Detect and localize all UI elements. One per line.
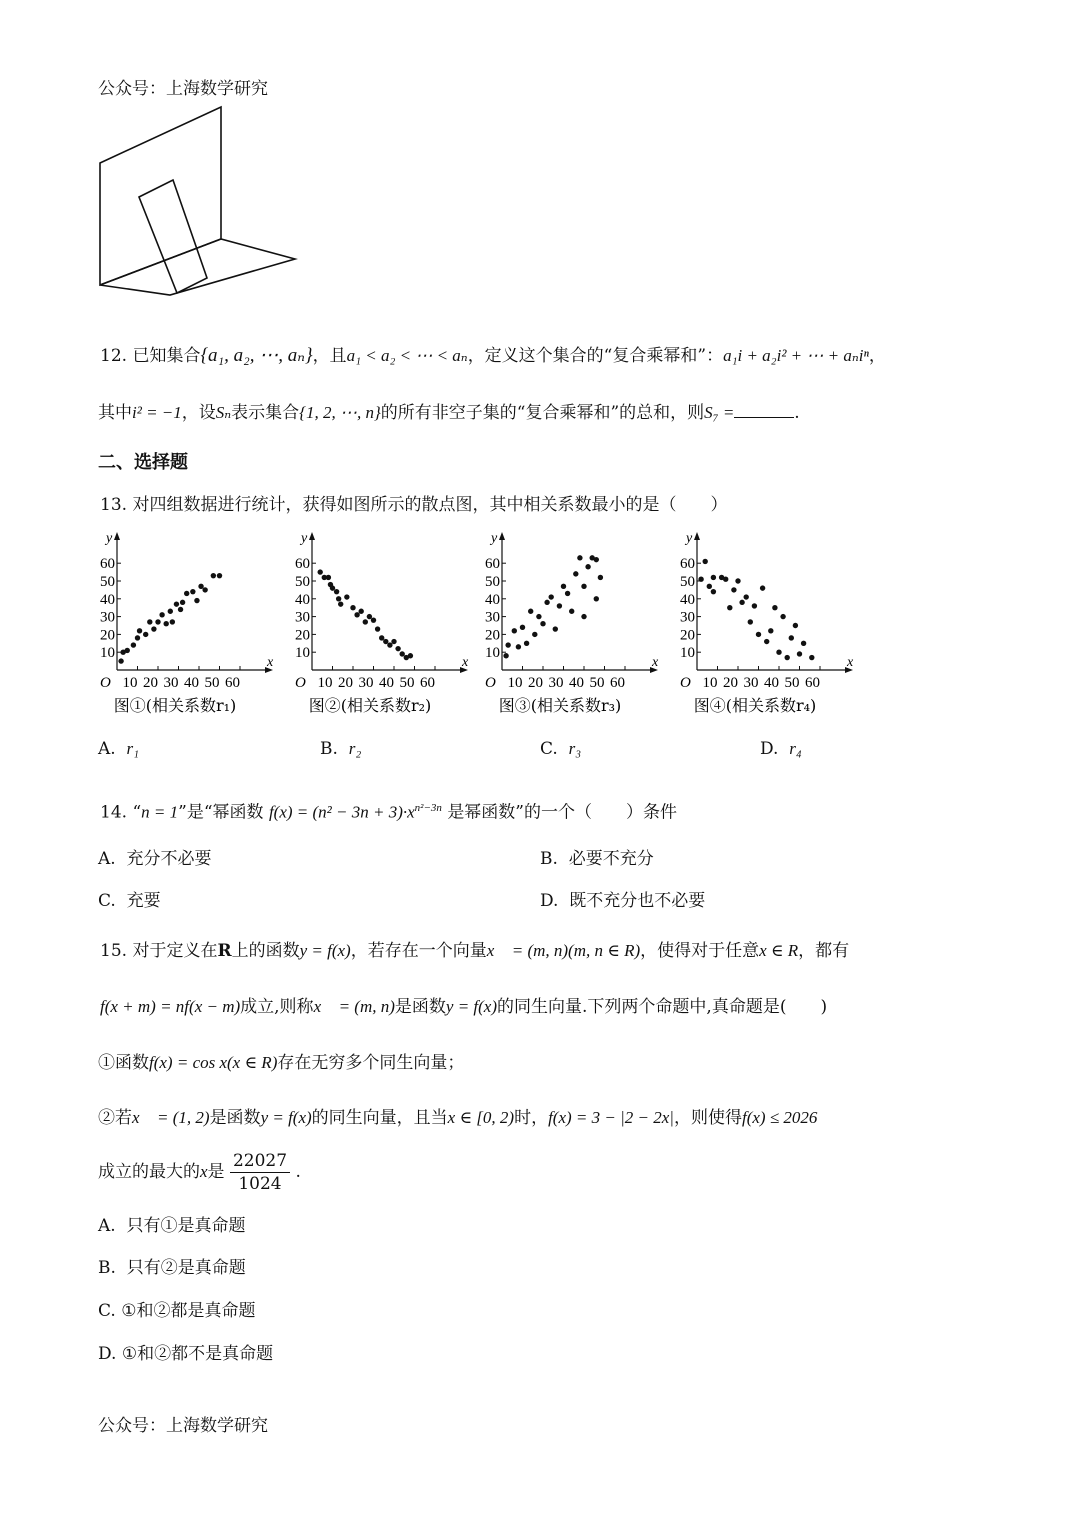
q15-p1-a: ①函数: [98, 1053, 149, 1073]
y-tick-label: 30: [680, 609, 695, 626]
y-tick-label: 40: [485, 591, 500, 608]
scatter-point: [151, 626, 156, 631]
scatter-point: [350, 605, 355, 610]
q15-p1-func: f(x) = cos x(x ∈ R): [149, 1053, 278, 1072]
q15-text-e: ，都有: [798, 941, 850, 961]
scatter-point: [202, 587, 207, 592]
scatter-point: [383, 639, 388, 644]
y-tick-label: 20: [295, 627, 310, 644]
q12-text-g: 表示集合: [231, 403, 300, 423]
scatter-point: [768, 628, 773, 633]
y-arrow: [114, 532, 120, 540]
scatter-point: [318, 569, 323, 574]
scatter-point: [344, 594, 349, 599]
y-arrow: [499, 532, 505, 540]
y-tick-label: 50: [680, 574, 695, 590]
q15-R: R: [217, 941, 232, 961]
q12-text-d: ，: [868, 346, 886, 366]
q15-option-b[interactable]: B. 只有②是真命题: [98, 1258, 246, 1278]
plot-caption: 图①(相关系数r₁): [113, 696, 237, 715]
q15-number: 15.: [100, 941, 128, 961]
q13-option-c[interactable]: C. r₃: [540, 739, 582, 759]
scatter-point: [785, 655, 790, 660]
section-title: 二、选择题: [98, 452, 188, 473]
plot-axes: [309, 532, 468, 673]
scatter-point: [764, 639, 769, 644]
page-header: 公众号：上海数学研究: [98, 79, 268, 99]
scatter-point: [125, 648, 130, 653]
x-tick-label: 60: [610, 675, 625, 691]
scatter-point: [520, 625, 525, 630]
scatter-point: [581, 614, 586, 619]
scatter-point: [772, 605, 777, 610]
scatter-point: [561, 584, 566, 589]
scatter-point: [793, 623, 798, 628]
y-tick-label: 60: [295, 556, 310, 573]
q15-p2-c: 的同生向量，且当: [311, 1108, 448, 1128]
plot-caption: 图④(相关系数r₄): [693, 696, 817, 715]
x-tick-label: 10: [507, 675, 523, 691]
scatter-point: [330, 585, 335, 590]
y-tick-label: 10: [295, 645, 310, 662]
q15-p2-d: x ∈ [0, 2): [447, 1108, 515, 1127]
x-tick-label: 20: [528, 675, 543, 691]
scatter-point: [707, 584, 712, 589]
scatter-point: [776, 650, 781, 655]
y-tick-label: 40: [295, 591, 310, 608]
q15-line1: [100, 940, 849, 962]
q12-line2: [98, 402, 800, 424]
q15-option-d[interactable]: D. ①和②都不是真命题: [98, 1344, 274, 1364]
q12-end: .: [794, 403, 800, 423]
scatter-point: [711, 575, 716, 580]
x-axis-label: x: [652, 655, 659, 670]
y-tick-label: 60: [680, 556, 695, 573]
scatter-point: [723, 577, 728, 582]
origin-label: O: [295, 675, 306, 691]
q15-proposition-1: [98, 1052, 464, 1074]
q15-xinR: x ∈ R: [759, 941, 799, 960]
scatter-point: [598, 575, 603, 580]
page-footer: 公众号：上海数学研究: [98, 1416, 268, 1436]
scatter-point: [354, 612, 359, 617]
q14-func: f(x) = (n² − 3n + 3)·x: [268, 802, 415, 822]
scatter-point: [711, 589, 716, 594]
q15-fraction: [230, 1150, 290, 1195]
q13-number: 13.: [100, 495, 128, 515]
x-tick-label: 60: [420, 675, 435, 691]
x-tick-label: 20: [338, 675, 353, 691]
scatter-point: [147, 619, 152, 624]
q13-option-a[interactable]: A. r₁: [98, 739, 140, 759]
q15-text-d: ，使得对于任意: [640, 941, 760, 961]
x-tick-label: 10: [317, 675, 333, 691]
scatter-point: [594, 596, 599, 601]
y-tick-label: 10: [100, 645, 115, 662]
y-tick-label: 20: [680, 627, 695, 644]
q15-vec: x⃗ = (m, n)(m, n ∈ R): [486, 941, 641, 960]
scatter-point: [698, 577, 703, 582]
q12-s7: S₇ =: [704, 403, 735, 422]
scatter-point: [544, 600, 549, 605]
origin-label: O: [680, 675, 691, 691]
scatter-point: [170, 619, 175, 624]
plot-caption: 图③(相关系数r₃): [498, 696, 622, 715]
scatter-point: [577, 555, 582, 560]
scatter-point: [557, 603, 562, 608]
x-tick-label: 50: [589, 675, 605, 691]
plot-axes: [114, 532, 273, 673]
y-tick-label: 60: [100, 556, 115, 573]
y-tick-label: 20: [485, 627, 500, 644]
scatter-point: [375, 626, 380, 631]
x-tick-label: 50: [204, 675, 220, 691]
scatter-point: [178, 607, 183, 612]
q14-option-a[interactable]: A. 充分不必要: [98, 849, 212, 869]
q15-yfx-2: y = f(x): [445, 997, 498, 1016]
scatter-plot-4: [675, 528, 855, 732]
q12-text-a: 已知集合: [132, 346, 201, 366]
scatter-plot-2: [290, 528, 470, 732]
x-tick-label: 30: [743, 675, 759, 691]
x-tick-label: 10: [122, 675, 138, 691]
scatter-point: [408, 653, 413, 658]
scatter-point: [735, 578, 740, 583]
scatter-point: [549, 594, 554, 599]
scatter-point: [387, 642, 392, 647]
plot-axes: [694, 532, 853, 673]
q15-frac-den: 1024: [238, 1174, 282, 1194]
scatter-point: [756, 632, 761, 637]
q15-text-f: 成立,则称: [240, 997, 314, 1017]
q15-p2-yfx: y = f(x): [260, 1108, 312, 1127]
y-tick-label: 50: [100, 574, 115, 590]
q14-text-b: ”是“幂函数: [178, 802, 264, 823]
scatter-point: [585, 564, 590, 569]
q14-exp: n²−3n: [414, 802, 442, 814]
y-tick-label: 30: [100, 609, 115, 626]
q14-stem: [100, 797, 677, 824]
scatter-point: [131, 642, 136, 647]
q15-eq: f(x + m) = nf(x − m): [100, 997, 241, 1016]
q13-stem: [100, 494, 727, 516]
y-tick-label: 20: [100, 627, 115, 644]
y-tick-label: 40: [100, 591, 115, 608]
q15-vec2: x⃗ = (m, n): [313, 997, 395, 1016]
scatter-point: [118, 658, 123, 663]
q15-p2-e: 时，: [514, 1108, 549, 1128]
q15-l4-x: x: [200, 1162, 208, 1181]
scatter-point: [338, 601, 343, 606]
x-tick-label: 50: [399, 675, 415, 691]
q15-text-h: 的同生向量.下列两个命题中,真命题是( ): [497, 997, 828, 1017]
y-tick-label: 50: [295, 574, 310, 590]
q14-option-d[interactable]: D. 既不充分也不必要: [540, 891, 706, 911]
scatter-point: [801, 641, 806, 646]
scatter-point: [512, 628, 517, 633]
q15-frac-num: 22027: [230, 1150, 290, 1173]
scatter-point: [211, 573, 216, 578]
q12-order: a₁ < a₂ < ⋯ < aₙ: [346, 346, 468, 365]
y-tick-label: 30: [295, 609, 310, 626]
scatter-point: [553, 626, 558, 631]
q13-option-b[interactable]: B. r₂: [320, 739, 362, 759]
q12-text-e: 其中: [98, 403, 132, 423]
scatter-point: [528, 609, 533, 614]
q13-option-d[interactable]: D. r₄: [760, 739, 802, 759]
q12-text-f: ，设: [181, 403, 216, 423]
scatter-point: [594, 557, 599, 562]
q12-text-h: 的所有非空子集的“复合乘幂和”的总和，则: [380, 403, 705, 423]
scatter-plot-3: [480, 528, 660, 732]
y-axis-label: y: [686, 531, 693, 546]
q15-option-c[interactable]: C. ①和②都是真命题: [98, 1301, 256, 1321]
scatter-point: [363, 619, 368, 624]
scatter-point: [400, 651, 405, 656]
scatter-point: [367, 614, 372, 619]
x-tick-label: 30: [163, 675, 179, 691]
scatter-point: [516, 644, 521, 649]
q15-text-b: 上的函数: [231, 941, 300, 961]
q12-text-c: ，定义这个集合的“复合乘幂和”：: [467, 346, 724, 366]
scatter-point: [159, 612, 164, 617]
y-tick-label: 10: [680, 645, 695, 662]
scatter-point: [505, 642, 510, 647]
q15-l4-a: 成立的最大的: [98, 1162, 200, 1182]
scatter-point: [391, 639, 396, 644]
q14-quote: “: [132, 802, 142, 823]
y-tick-label: 10: [485, 645, 500, 662]
y-arrow: [309, 532, 315, 540]
q15-option-a[interactable]: A. 只有①是真命题: [98, 1216, 246, 1236]
leaning-rectangle: [139, 180, 207, 293]
y-tick-label: 60: [485, 556, 500, 573]
scatter-point: [379, 635, 384, 640]
q12-answer-blank[interactable]: [734, 417, 794, 418]
scatter-plot-1: [95, 528, 275, 732]
horizontal-plane: [100, 239, 295, 295]
scatter-point: [395, 646, 400, 651]
q15-l4-c: .: [295, 1162, 301, 1182]
scatter-point: [789, 635, 794, 640]
q12-sn: Sₙ: [215, 403, 232, 422]
q12-set2: {1, 2, ⋯, n}: [299, 403, 381, 422]
q12-number: 12.: [100, 346, 128, 366]
q14-number: 14.: [100, 802, 128, 823]
scatter-point: [752, 603, 757, 608]
scatter-point: [536, 614, 541, 619]
x-tick-label: 10: [702, 675, 718, 691]
y-axis-label: y: [491, 531, 498, 546]
q14-option-c[interactable]: C. 充要: [98, 891, 161, 911]
scatter-point: [727, 605, 732, 610]
q12-isq: i² = −1: [132, 403, 182, 422]
scatter-point: [703, 559, 708, 564]
q12-text-b: ，且: [312, 346, 347, 366]
q15-p2-f: f(x) = 3 − |2 − 2x|: [548, 1108, 674, 1127]
q15-proposition-2: [98, 1107, 817, 1129]
plot-axes: [499, 532, 658, 673]
x-tick-label: 30: [548, 675, 564, 691]
scatter-point: [573, 571, 578, 576]
scatter-point: [565, 591, 570, 596]
x-tick-label: 30: [358, 675, 374, 691]
x-axis-label: x: [462, 655, 469, 670]
q15-l4-b: 是: [207, 1162, 225, 1182]
q15-line2: [100, 996, 827, 1018]
y-axis-label: y: [106, 531, 113, 546]
scatter-point: [184, 591, 189, 596]
q15-p2-g: ，则使得: [673, 1108, 742, 1128]
q15-p2-a: ②若: [98, 1108, 132, 1128]
origin-label: O: [485, 675, 496, 691]
q13-text: 对四组数据进行统计，获得如图所示的散点图，其中相关系数最小的是（ ）: [132, 495, 728, 515]
y-axis-label: y: [301, 531, 308, 546]
x-tick-label: 50: [784, 675, 800, 691]
scatter-point: [217, 573, 222, 578]
y-tick-label: 30: [485, 609, 500, 626]
q15-text-g: 是函数: [394, 997, 446, 1017]
scatter-point: [135, 635, 140, 640]
scatter-point: [744, 594, 749, 599]
scatter-point: [748, 619, 753, 624]
y-tick-label: 40: [680, 591, 695, 608]
plot-caption: 图②(相关系数r₂): [308, 696, 432, 715]
origin-label: O: [100, 675, 111, 691]
scatter-point: [532, 632, 537, 637]
q15-p2-h: f(x) ≤ 2026: [741, 1108, 818, 1127]
q14-cond: n = 1: [141, 802, 179, 822]
scatter-point: [540, 621, 545, 626]
q15-yfx: y = f(x): [299, 941, 351, 960]
q15-p2-vec: x⃗ = (1, 2): [132, 1108, 210, 1127]
scatter-point: [326, 575, 331, 580]
scatter-point: [797, 651, 802, 656]
scatter-point: [780, 614, 785, 619]
scatter-point: [359, 609, 364, 614]
q12-set: {a₁, a₂, ⋯, aₙ}: [200, 345, 313, 366]
scatter-point: [334, 589, 339, 594]
x-tick-label: 40: [569, 675, 584, 691]
q12-expr: a₁i + a₂i² + ⋯ + aₙiⁿ: [723, 346, 869, 365]
q15-p1-b: 存在无穷多个同生向量；: [277, 1053, 465, 1073]
x-tick-label: 60: [225, 675, 240, 691]
scatter-point: [174, 601, 179, 606]
scatter-point: [155, 619, 160, 624]
x-tick-label: 20: [723, 675, 738, 691]
scatter-point: [760, 585, 765, 590]
x-axis-label: x: [847, 655, 854, 670]
scatter-point: [569, 609, 574, 614]
scatter-point: [739, 600, 744, 605]
scatter-point: [168, 609, 173, 614]
x-tick-label: 40: [379, 675, 394, 691]
x-tick-label: 40: [764, 675, 779, 691]
scatter-point: [809, 655, 814, 660]
q15-text-a: 对于定义在: [132, 941, 218, 961]
scatter-point: [731, 587, 736, 592]
x-axis-label: x: [267, 655, 274, 670]
q14-text-c: 是幂函数”的一个（ ）条件: [447, 802, 678, 823]
scatter-point: [503, 653, 508, 658]
x-tick-label: 20: [143, 675, 158, 691]
q11-figure: [95, 105, 305, 300]
scatter-point: [524, 641, 529, 646]
scatter-point: [164, 621, 169, 626]
x-tick-label: 60: [805, 675, 820, 691]
scatter-point: [336, 596, 341, 601]
q15-text-c: ，若存在一个向量: [350, 941, 487, 961]
x-tick-label: 40: [184, 675, 199, 691]
vertical-plane: [100, 107, 221, 285]
scatter-point: [198, 584, 203, 589]
q12-line1: [100, 345, 886, 367]
scatter-point: [371, 617, 376, 622]
scatter-point: [143, 632, 148, 637]
y-arrow: [694, 532, 700, 540]
scatter-point: [194, 598, 199, 603]
scatter-point: [180, 600, 185, 605]
scatter-point: [190, 589, 195, 594]
scatter-point: [581, 584, 586, 589]
q15-p2-b: 是函数: [209, 1108, 261, 1128]
q14-option-b[interactable]: B. 必要不充分: [540, 849, 654, 869]
q15-line4: [98, 1150, 301, 1195]
scatter-point: [137, 628, 142, 633]
y-tick-label: 50: [485, 574, 500, 590]
